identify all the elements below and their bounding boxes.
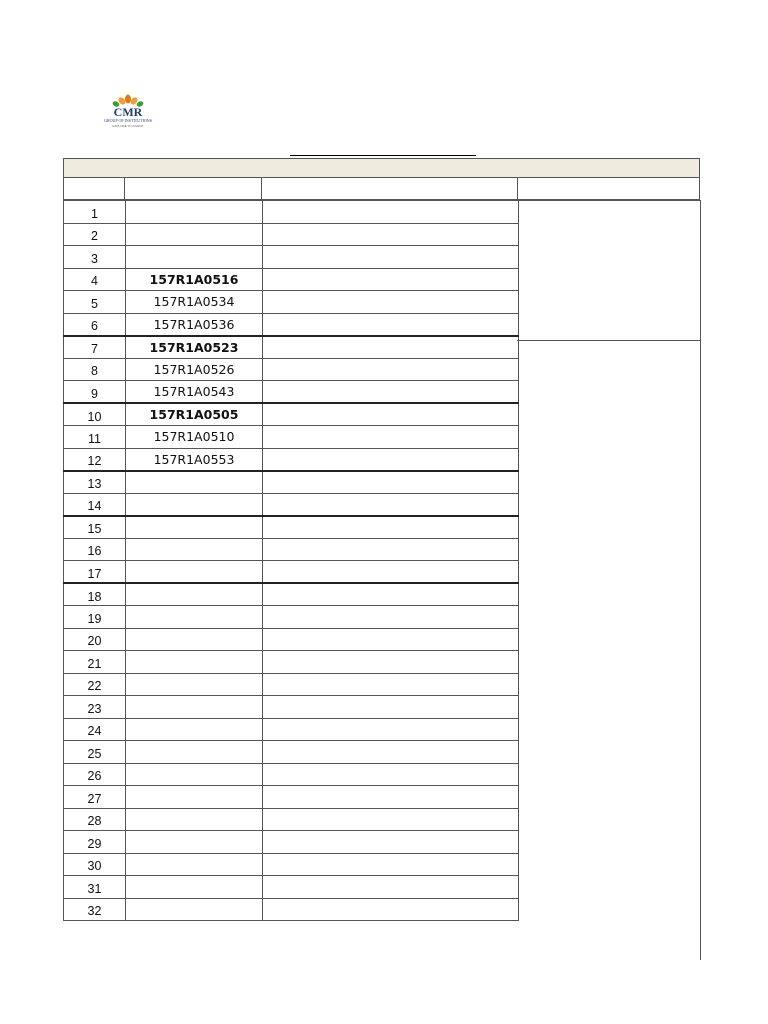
student-name <box>263 853 519 876</box>
cmr-logo <box>84 94 180 128</box>
serial-number: 4 <box>64 268 126 291</box>
roll-number <box>126 606 263 629</box>
roll-number: 157R1A0534 <box>126 291 263 314</box>
table-row <box>64 201 519 224</box>
student-name <box>263 583 519 606</box>
serial-number: 9 <box>64 381 126 404</box>
table-row <box>64 493 519 516</box>
serial-number: 31 <box>64 876 126 899</box>
roll-number <box>126 516 263 539</box>
roll-number <box>126 583 263 606</box>
student-name <box>263 898 519 921</box>
serial-number: 32 <box>64 898 126 921</box>
serial-number: 19 <box>64 606 126 629</box>
student-table <box>63 200 519 921</box>
table-row <box>64 696 519 719</box>
student-name <box>263 291 519 314</box>
student-name <box>263 831 519 854</box>
roll-number <box>126 763 263 786</box>
table-row <box>64 538 519 561</box>
student-name <box>263 201 519 224</box>
table-row <box>64 336 519 359</box>
serial-number: 1 <box>64 201 126 224</box>
table-row <box>64 786 519 809</box>
title-underline <box>290 155 476 156</box>
header-band <box>63 158 700 178</box>
roll-number <box>126 673 263 696</box>
serial-number: 23 <box>64 696 126 719</box>
table-row <box>64 313 519 336</box>
roll-number <box>126 628 263 651</box>
student-name <box>263 223 519 246</box>
roll-number <box>126 876 263 899</box>
table-row <box>64 831 519 854</box>
table-row <box>64 223 519 246</box>
student-name <box>263 246 519 269</box>
table-row <box>64 381 519 404</box>
table-row <box>64 853 519 876</box>
logo-subtitle: GROUP OF INSTITUTIONS <box>104 118 152 123</box>
student-name <box>263 471 519 494</box>
serial-number: 7 <box>64 336 126 359</box>
serial-number: 11 <box>64 426 126 449</box>
table-row <box>64 561 519 584</box>
table-row <box>64 651 519 674</box>
roll-number: 157R1A0536 <box>126 313 263 336</box>
serial-number: 2 <box>64 223 126 246</box>
serial-number: 16 <box>64 538 126 561</box>
table-row <box>64 808 519 831</box>
roll-number <box>126 853 263 876</box>
serial-number: 21 <box>64 651 126 674</box>
roll-number <box>126 718 263 741</box>
serial-number: 20 <box>64 628 126 651</box>
col-header-name <box>261 178 518 200</box>
roll-number: 157R1A0510 <box>126 426 263 449</box>
serial-number: 12 <box>64 448 126 471</box>
col-header-extra <box>517 178 700 200</box>
table-row <box>64 471 519 494</box>
roll-number: 157R1A0553 <box>126 448 263 471</box>
serial-number: 13 <box>64 471 126 494</box>
student-name <box>263 696 519 719</box>
student-name <box>263 336 519 359</box>
group-box-1 <box>517 200 701 341</box>
roll-number <box>126 898 263 921</box>
roll-number <box>126 493 263 516</box>
serial-number: 10 <box>64 403 126 426</box>
table-row <box>64 718 519 741</box>
serial-number: 27 <box>64 786 126 809</box>
roll-number <box>126 223 263 246</box>
roll-number <box>126 471 263 494</box>
serial-number: 30 <box>64 853 126 876</box>
serial-number: 15 <box>64 516 126 539</box>
table-row <box>64 898 519 921</box>
roll-number <box>126 831 263 854</box>
student-name <box>263 313 519 336</box>
student-name <box>263 786 519 809</box>
serial-number: 14 <box>64 493 126 516</box>
roll-number: 157R1A0526 <box>126 358 263 381</box>
table-row <box>64 426 519 449</box>
table-row <box>64 403 519 426</box>
table-row <box>64 741 519 764</box>
student-name <box>263 381 519 404</box>
roll-number <box>126 786 263 809</box>
student-name <box>263 358 519 381</box>
logo-text: CMR <box>113 105 143 119</box>
table-row <box>64 268 519 291</box>
table-row <box>64 448 519 471</box>
serial-number: 18 <box>64 583 126 606</box>
roll-number <box>126 696 263 719</box>
student-name <box>263 628 519 651</box>
table-row <box>64 583 519 606</box>
student-name <box>263 876 519 899</box>
student-name <box>263 516 519 539</box>
roll-number <box>126 808 263 831</box>
serial-number: 26 <box>64 763 126 786</box>
serial-number: 17 <box>64 561 126 584</box>
group-box-2 <box>517 340 701 960</box>
table-row <box>64 628 519 651</box>
table-row <box>64 291 519 314</box>
table-row <box>64 876 519 899</box>
attendance-sheet <box>63 158 701 958</box>
table-row <box>64 763 519 786</box>
logo-tagline: EXPLORE TO INVENT <box>112 124 144 128</box>
student-name <box>263 561 519 584</box>
serial-number: 28 <box>64 808 126 831</box>
student-name <box>263 808 519 831</box>
student-name <box>263 741 519 764</box>
roll-number <box>126 246 263 269</box>
col-header-roll <box>124 178 262 200</box>
serial-number: 24 <box>64 718 126 741</box>
roll-number: 157R1A0543 <box>126 381 263 404</box>
student-name <box>263 651 519 674</box>
student-name <box>263 403 519 426</box>
roll-number <box>126 741 263 764</box>
student-name <box>263 426 519 449</box>
roll-number <box>126 651 263 674</box>
table-row <box>64 606 519 629</box>
student-name <box>263 606 519 629</box>
table-row <box>64 673 519 696</box>
serial-number: 6 <box>64 313 126 336</box>
serial-number: 8 <box>64 358 126 381</box>
cmr-logo-mark-icon <box>84 94 180 128</box>
serial-number: 3 <box>64 246 126 269</box>
student-name <box>263 268 519 291</box>
serial-number: 22 <box>64 673 126 696</box>
student-name <box>263 673 519 696</box>
roll-number <box>126 201 263 224</box>
serial-number: 5 <box>64 291 126 314</box>
student-name <box>263 448 519 471</box>
roll-number <box>126 538 263 561</box>
table-row <box>64 516 519 539</box>
student-name <box>263 718 519 741</box>
table-row <box>64 246 519 269</box>
col-header-sno <box>63 178 125 200</box>
table-row <box>64 358 519 381</box>
roll-number: 157R1A0505 <box>126 403 263 426</box>
serial-number: 29 <box>64 831 126 854</box>
serial-number: 25 <box>64 741 126 764</box>
student-name <box>263 763 519 786</box>
student-name <box>263 493 519 516</box>
roll-number <box>126 561 263 584</box>
roll-number: 157R1A0516 <box>126 268 263 291</box>
roll-number: 157R1A0523 <box>126 336 263 359</box>
student-name <box>263 538 519 561</box>
